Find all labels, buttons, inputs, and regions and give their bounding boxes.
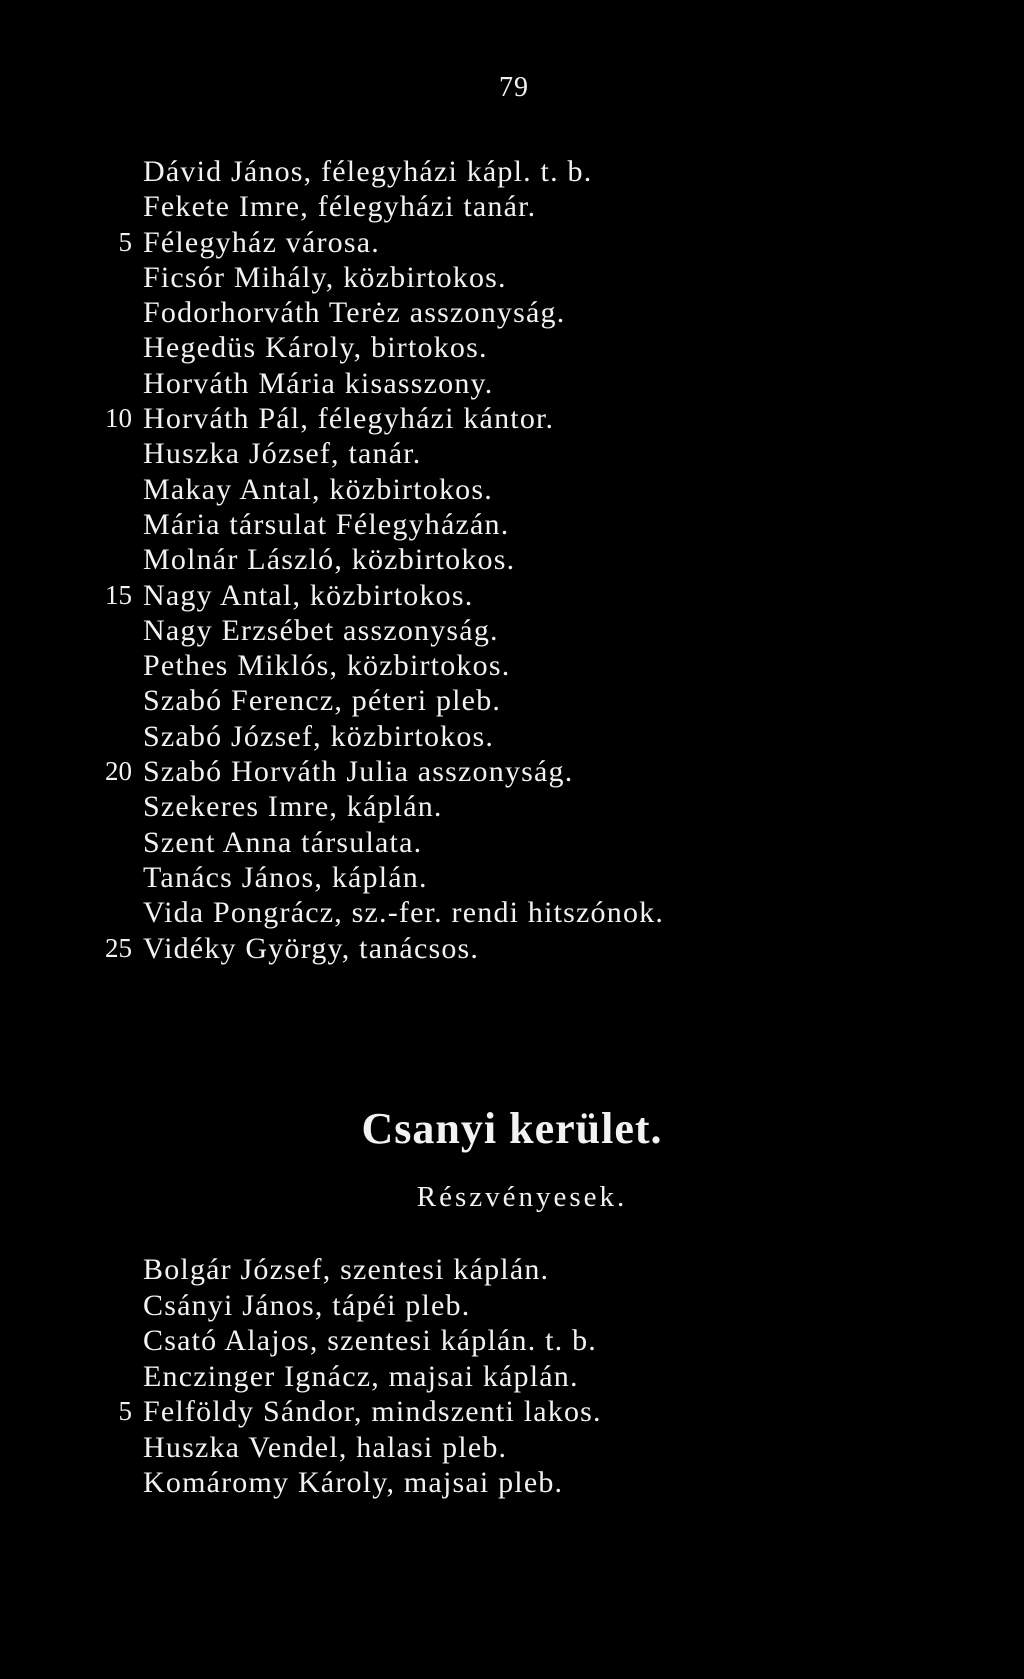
- list-item: [0, 542, 1024, 577]
- list-item: [0, 1288, 1024, 1324]
- line-number: 15: [105, 579, 132, 610]
- entry-text: Pethes Miklós, közbirtokos.: [143, 649, 511, 683]
- list-item: [0, 683, 1024, 718]
- entry-text: Szabó Ferencz, péteri pleb.: [143, 684, 502, 718]
- entry-text: Huszka József, tanár.: [143, 437, 422, 471]
- entry-text: Csányi János, tápéi pleb.: [143, 1288, 471, 1322]
- entry-text: Komáromy Károly, majsai pleb.: [143, 1466, 564, 1499]
- entry-text: Molnár László, közbirtokos.: [143, 543, 516, 577]
- entry-text: Szent Anna társulata.: [143, 825, 423, 859]
- list-item: [0, 931, 1024, 966]
- list-item: [0, 1465, 1024, 1501]
- entry-text: Huszka Vendel, halasi pleb.: [143, 1430, 508, 1464]
- list-item: [0, 189, 1024, 224]
- page-number: [0, 72, 1024, 104]
- entry-text: Tanács János, káplán.: [143, 860, 428, 894]
- entry-text: Makay Antal, közbirtokos.: [143, 472, 493, 506]
- list-item: [0, 860, 1024, 895]
- entry-text: Hegedüs Károly, birtokos.: [143, 331, 488, 365]
- list-item: [0, 154, 1024, 189]
- list-item: [0, 648, 1024, 683]
- list-item: [0, 472, 1024, 507]
- list-item: [0, 1394, 1024, 1430]
- entry-text: Nagy Erzsébet asszonyság.: [143, 613, 499, 647]
- entry-text: Vidéky György, tanácsos.: [143, 931, 480, 965]
- subscriber-list: [0, 154, 1024, 966]
- entry-text: Csató Alajos, szentesi káplán. t. b.: [143, 1324, 597, 1357]
- entry-text: Horváth Pál, félegyházi kántor.: [143, 402, 555, 436]
- list-item: [0, 436, 1024, 471]
- line-number: 20: [105, 756, 132, 787]
- list-item: [0, 330, 1024, 365]
- list-item: [0, 1430, 1024, 1466]
- list-item: [0, 225, 1024, 260]
- entry-text: Ficsór Mihály, közbirtokos.: [143, 260, 507, 294]
- entry-text: Fekete Imre, félegyházi tanár.: [143, 190, 537, 224]
- entry-text: Fodorhorváth Terėz asszonyság.: [143, 296, 566, 330]
- list-item: [0, 401, 1024, 436]
- entry-text: Szabó József, közbirtokos.: [143, 719, 495, 753]
- entry-text: Enczinger Ignácz, majsai káplán.: [143, 1359, 579, 1393]
- list-item: [0, 507, 1024, 542]
- list-item: [0, 825, 1024, 860]
- list-item: [0, 895, 1024, 930]
- list-item: [0, 754, 1024, 789]
- list-item: [0, 260, 1024, 295]
- shareholder-list: [0, 1252, 1024, 1501]
- page-number-text: 79: [499, 72, 529, 103]
- entry-text: Félegyház városa.: [143, 225, 380, 259]
- line-number: 5: [118, 1396, 132, 1426]
- list-item: [0, 1359, 1024, 1395]
- entry-text: Bolgár József, szentesi káplán.: [143, 1253, 550, 1286]
- entry-text: Szabó Horváth Julia asszonyság.: [143, 755, 574, 789]
- line-number: 10: [105, 403, 132, 434]
- list-item: [0, 578, 1024, 613]
- line-number: 25: [105, 932, 132, 963]
- list-item: [0, 1252, 1024, 1288]
- list-item: [0, 1323, 1024, 1359]
- entry-text: Mária társulat Félegyházán.: [143, 507, 510, 541]
- section-subtitle: Részvényesek.: [416, 1181, 628, 1213]
- line-number: 5: [118, 226, 132, 257]
- entry-text: Dávid János, félegyházi kápl. t. b.: [143, 155, 593, 188]
- section-title: Csanyi kerület.: [361, 1104, 663, 1153]
- entry-text: Felföldy Sándor, mindszenti lakos.: [143, 1395, 602, 1428]
- list-item: [0, 366, 1024, 401]
- entry-text: Szekeres Imre, káplán.: [143, 790, 443, 824]
- entry-text: Vida Pongrácz, sz.-fer. rendi hitszónok.: [143, 896, 665, 930]
- list-item: [0, 295, 1024, 330]
- list-item: [0, 719, 1024, 754]
- list-item: [0, 789, 1024, 824]
- entry-text: Nagy Antal, közbirtokos.: [143, 578, 474, 612]
- entry-text: Horváth Mária kisasszony.: [143, 366, 494, 400]
- list-item: [0, 613, 1024, 648]
